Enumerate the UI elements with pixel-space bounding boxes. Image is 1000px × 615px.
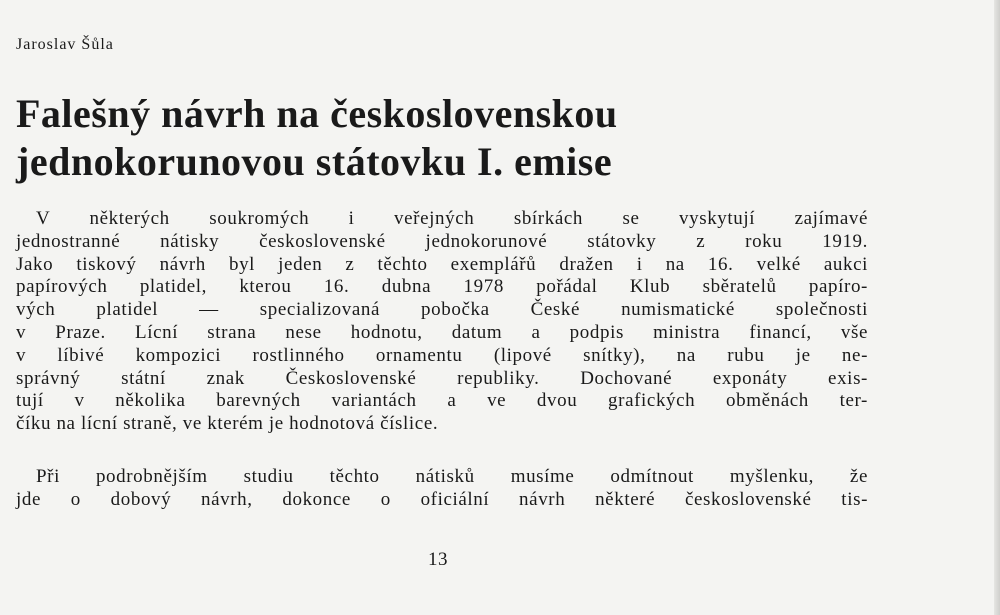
- text-line: v líbivé kompozici rostlinného ornamentu (lipové snítky), na rubu je ne-: [16, 344, 868, 366]
- text-line: vých platidel — specializovaná pobočka České numismatické společnosti: [16, 299, 868, 321]
- text-line: jde o dobový návrh, dokonce o oficiální návrh některé československé tis-: [16, 488, 868, 510]
- text-line: papírových platidel, kterou 16. dubna 1978 pořádal Klub sběratelů papíro-: [16, 276, 868, 298]
- text-line: V některých soukromých i veřejných sbírkách se vyskytují zajímavé: [36, 208, 868, 229]
- text-line: tují v několika barevných variantách a ve dvou grafických obměnách ter-: [16, 390, 868, 412]
- page-edge-shadow: [994, 0, 1000, 615]
- text-line: Jako tiskový návrh byl jeden z těchto exemplářů dražen i na 16. velké aukci: [16, 253, 868, 275]
- page-number: 13: [428, 549, 448, 570]
- text-line: Při podrobnějším studiu těchto nátisků musíme odmítnout myšlenku, že: [36, 466, 868, 487]
- text-line: číku na lícní straně, ve kterém je hodnotová číslice.: [16, 413, 439, 435]
- paragraph-2: [16, 466, 868, 512]
- author-name: Jaroslav Šůla: [16, 36, 114, 53]
- text-line: v Praze. Lícní strana nese hodnotu, datum a podpis ministra financí, vše: [16, 321, 868, 343]
- text-line: správný státní znak Československé republiky. Dochované exponáty exis-: [16, 367, 868, 389]
- article-title: [16, 90, 618, 186]
- text-line: jednostranné nátisky československé jednokorunové státovky z roku 1919.: [16, 230, 868, 252]
- title-line-1: Falešný návrh na československou: [16, 91, 618, 136]
- title-line-2: jednokorunovou státovku I. emise: [16, 139, 613, 184]
- paragraph-1: [16, 208, 868, 436]
